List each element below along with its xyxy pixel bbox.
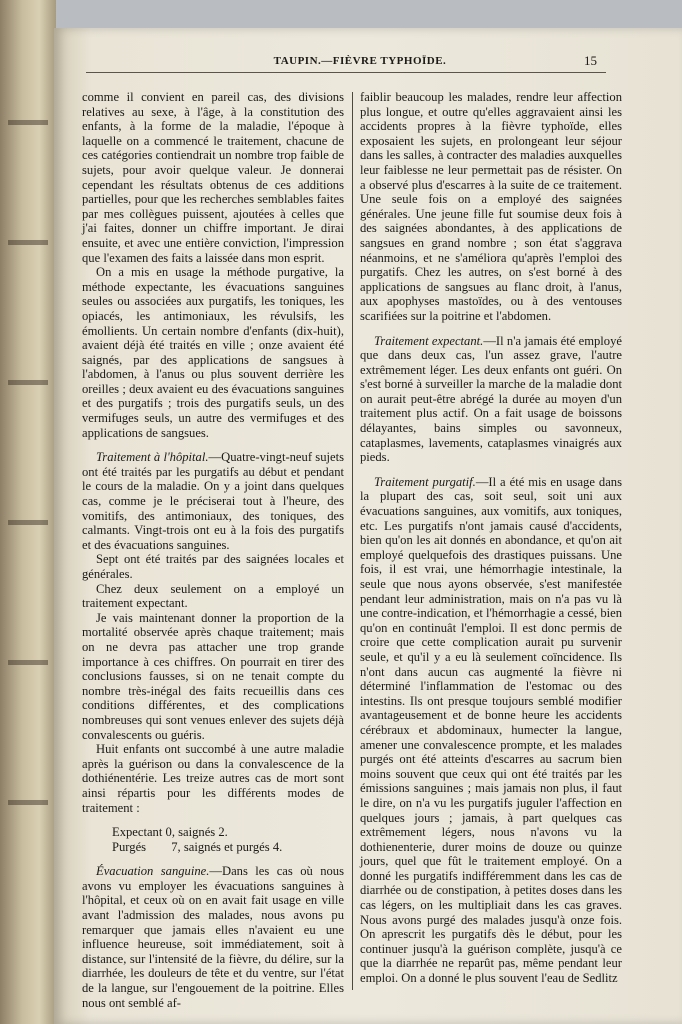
left-column bbox=[82, 90, 344, 1010]
paragraph bbox=[82, 450, 344, 552]
paragraph: comme il convient en pareil cas, des divisions relatives au sexe, à l'âge, à la constitution des enfants, à la forme de la maladie, l'époque à laquelle on a commencé le traitement, chacune de ces catégories contiendrait un nombre trop faible de sujets, pour avoir quelque valeur. Je donnerai cependant les résultats obtenus de ces additions partielles, pour que les recherches semblables faites par mes collègues puissent, ajoutées à celles que j'ai faites, donner un chiffre important. Je dirai ensuite, et avec une entière conviction, l'impression que l'examen des faits a laissée dans mon esprit. bbox=[82, 90, 344, 265]
edge-text-line bbox=[8, 240, 48, 245]
paragraph-text: —Quatre-vingt-neuf sujets ont été traités par les purgatifs au début et pendant le cours de la maladie. On y a joint dans quelques cas, comme je le préciserai tout à l'heure, des vomitifs, des antimoniaux, des toniques, des calmants. Vingt-trois ont eu à la fois des purgatifs et des évacuations sanguines. bbox=[82, 450, 344, 552]
mortality-count: 7, bbox=[171, 839, 181, 854]
edge-text-line bbox=[8, 660, 48, 665]
paragraph: On a mis en usage la méthode purgative, la méthode expectante, les évacuations sanguines seules ou associées aux purgatifs, les toniques, les opiacés, les antimoniaux, les révulsifs, les émollients. Un certain nombre d'enfants (dix-huit), avaient déjà été traités en ville ; onze avaient été saignés, par des applications de sangsues à l'abdomen, à l'anus ou plus souvent derrière les oreilles ; deux avaient eu des évacuations sanguines et des purgatifs ; trois des purgatifs seuls, un des vermifuges seuls, un autre des vermifuges et des applications de sangsues. bbox=[82, 265, 344, 440]
section-heading: Traitement à l'hôpital. bbox=[96, 450, 209, 465]
paragraph-text: —Il a été mis en usage dans la plupart des cas, soit seul, soit uni aux évacuations sanguines, aux vomitifs, aux toniques, etc. Les purgatifs n'ont jamais causé d'accidents, bien qu'on les ait donnés en abondance, et qu'on ait employé quelquefois des drastiques puissans. Une fois, il est vrai, une hémorrhagie intestinale, la seule que nous ayons observée, s'est manifestée pendant leur administration, mais on n'a pas vu là une contre-indication, et l'hémorrhagie a cessé, bien qu'on en continuât l'emploi. Il est donc permis de croire que cette complication aurait pu survenir seule, et qu'il y a eu là seulement coïncidence. Ils n'ont dans aucun cas augmenté la fièvre ni déterminé l'inflammation de l'estomac ou des intestins. Ils ont presque toujours semblé modifier avantageusement et de bonne heure les accidents cérébraux et abdominaux, humecter la langue, amener une convalescence prompte, et les malades purgés ont été atteints d'escarres au sacrum bien moins souvent que ceux qui ont été traités par les émissions sanguines ; mais jamais non plus, il faut le dire, on n'a vu les purgatifs juguler l'affection en quelques jours ; jamais, à part quelques cas extrêmement légers, nous n'avons vu la dothienenterie, durer moins de douze ou quinze jours, quel que fût le traitement employé. On a donné les purgatifs indifféremment dans les cas de diarrhée ou de constipation, à petites doses dans les cas légers, on les multipliait dans les cas graves. Nous avons purgé des malades jusqu'à onze fois. On aprescrit les purgatifs dès le début, pour les continuer jusqu'à la guérison complète, jusqu'à ce que la diarrhée ne reparût pas, même pendant leur emploi. On a donné le plus souvent l'eau de Sedlitz bbox=[360, 474, 622, 986]
paragraph: faiblir beaucoup les malades, rendre leur affection plus longue, et outre qu'elles aggravaient ainsi les accidents propres à la fièvre typhoïde, elles exposaient les sujets, en prolongeant leur séjour dans les salles, à contracter des maladies auxquelles leur faiblesse ne leur permettait pas de résister. On a observé plus d'escarres à la suite de ce traitement. Une seule fois on a employé des saignées générales. Une jeune fille fut soumise deux fois à des saignées abondantes, à des applications de sangsues en grand nombre ; son état s'aggrava néanmoins, et ne s'améliora qu'après l'emploi des purgatifs. Chez les autres, on s'est borné à des applications de sangsues au flanc droit, à l'anus, aux apophyses mastoïdes, ou à des ventouses scarifiées sur la poitrine et l'abdomen. bbox=[360, 90, 622, 323]
mortality-row bbox=[112, 825, 344, 840]
column-divider bbox=[352, 92, 353, 990]
right-column bbox=[360, 90, 622, 986]
edge-text-line bbox=[8, 120, 48, 125]
previous-page-edge bbox=[0, 0, 56, 1024]
header-rule bbox=[86, 72, 606, 73]
mortality-detail: saignés et purgés 4. bbox=[183, 839, 283, 854]
paragraph bbox=[82, 864, 344, 1010]
mortality-count: 0, bbox=[165, 825, 175, 840]
edge-text-line bbox=[8, 520, 48, 525]
page-number: 15 bbox=[584, 53, 597, 68]
paragraph: Sept ont été traités par des saignées locales et générales. bbox=[82, 552, 344, 581]
section-heading: Traitement purgatif. bbox=[374, 474, 476, 489]
paragraph: Chez deux seulement on a employé un traitement expectant. bbox=[82, 581, 344, 611]
section-heading: Évacuation sanguine. bbox=[96, 864, 210, 879]
paragraph bbox=[360, 475, 622, 986]
edge-text-line bbox=[8, 800, 48, 805]
paragraph-text: —Il n'a jamais été employé que dans deux cas, l'un assez grave, l'autre extrêmement léger. Les deux enfants ont guéri. On s'est borné à surveiller la marche de la maladie dont on aurait peut-être abrégé la durée au moyen d'un traitement plus actif. On a fait usage de boissons délayantes, bains simples ou savonneux, cataplasmes, lavements, cataplasmes vinaigrés aux pieds. bbox=[360, 333, 622, 465]
mortality-label: Purgés bbox=[112, 839, 147, 854]
paragraph: Huit enfants ont succombé à une autre maladie après la guérison ou dans la convalescence de la dothiénentérie. Les treize autres cas de mort sont ainsi répartis pour les différents modes de traitement : bbox=[82, 742, 344, 815]
paragraph: Je vais maintenant donner la proportion de la mortalité observée après chaque traitement; mais on ne devra pas attacher une trop grande importance à ces chiffres. On pourrait en tirer des conclusions fausses, si on ne tenait compte du nombre très-inégal des faits recueillis dans ces conditions différentes, et des complications nombreuses qui sont venues enlever des sujets déjà convalescents ou guéris. bbox=[82, 610, 344, 742]
running-head: TAUPIN.—FIÈVRE TYPHOÏDE. bbox=[273, 55, 447, 67]
edge-text-line bbox=[8, 380, 48, 385]
mortality-label: Expectant bbox=[112, 825, 163, 840]
mortality-row bbox=[112, 840, 344, 855]
mortality-detail: saignés 2. bbox=[178, 825, 228, 840]
paragraph bbox=[360, 334, 622, 465]
section-heading: Traitement expectant. bbox=[374, 333, 484, 348]
paragraph-text: —Dans les cas où nous avons vu employer les évacuations sanguines à l'hôpital, et ceux où on en avait fait usage en ville avant l'admission des malades, nous avons pu remarquer que jamais elles n'avaient eu une influence heureuse, soit immédiatement, soit à distance, sur l'intensité de la fièvre, du délire, sur la diarrhée, les douleurs de tête et du ventre, sur l'état de la langue, sur l'engouement de la poitrine. Elles nous ont semblé af- bbox=[82, 864, 344, 1010]
mortality-list bbox=[112, 825, 344, 854]
